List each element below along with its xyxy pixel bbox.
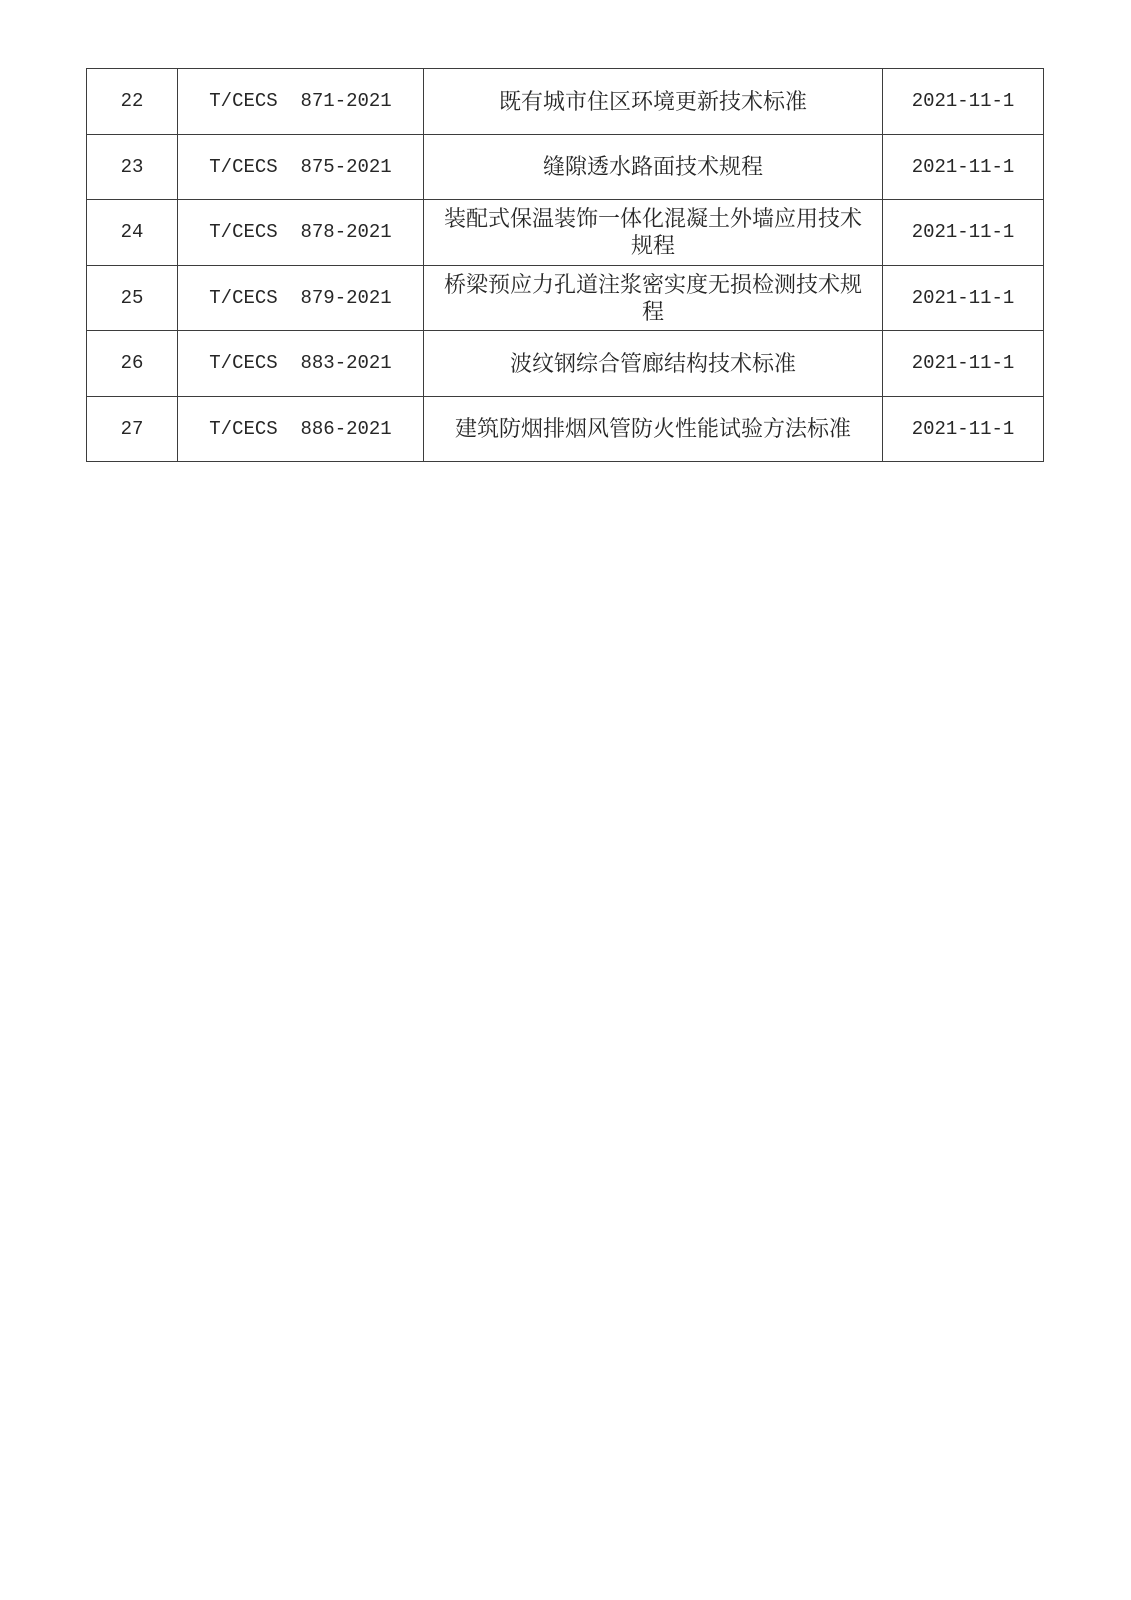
standard-title-cell: 桥梁预应力孔道注浆密实度无损检测技术规程 [424,265,883,331]
standard-code-cell: T/CECS 886-2021 [178,396,424,462]
standard-code-cell: T/CECS 879-2021 [178,265,424,331]
standard-title-cell: 装配式保温装饰一体化混凝土外墙应用技术规程 [424,200,883,266]
row-number-cell: 26 [87,331,178,397]
standard-title-cell: 既有城市住区环境更新技术标准 [424,69,883,135]
effective-date-cell: 2021-11-1 [883,134,1044,200]
effective-date-cell: 2021-11-1 [883,265,1044,331]
table-row [87,331,1044,397]
row-number-cell: 25 [87,265,178,331]
row-number-cell: 27 [87,396,178,462]
standard-code-cell: T/CECS 871-2021 [178,69,424,135]
standards-table [86,68,1044,462]
standard-code-cell: T/CECS 875-2021 [178,134,424,200]
standard-code-cell: T/CECS 878-2021 [178,200,424,266]
table-row [87,265,1044,331]
table-row [87,134,1044,200]
effective-date-cell: 2021-11-1 [883,396,1044,462]
standard-code-cell: T/CECS 883-2021 [178,331,424,397]
standard-title-cell: 波纹钢综合管廊结构技术标准 [424,331,883,397]
effective-date-cell: 2021-11-1 [883,331,1044,397]
standard-title-cell: 缝隙透水路面技术规程 [424,134,883,200]
table-row [87,396,1044,462]
effective-date-cell: 2021-11-1 [883,200,1044,266]
table-row [87,200,1044,266]
row-number-cell: 23 [87,134,178,200]
row-number-cell: 22 [87,69,178,135]
row-number-cell: 24 [87,200,178,266]
table-row [87,69,1044,135]
standard-title-cell: 建筑防烟排烟风管防火性能试验方法标准 [424,396,883,462]
effective-date-cell: 2021-11-1 [883,69,1044,135]
